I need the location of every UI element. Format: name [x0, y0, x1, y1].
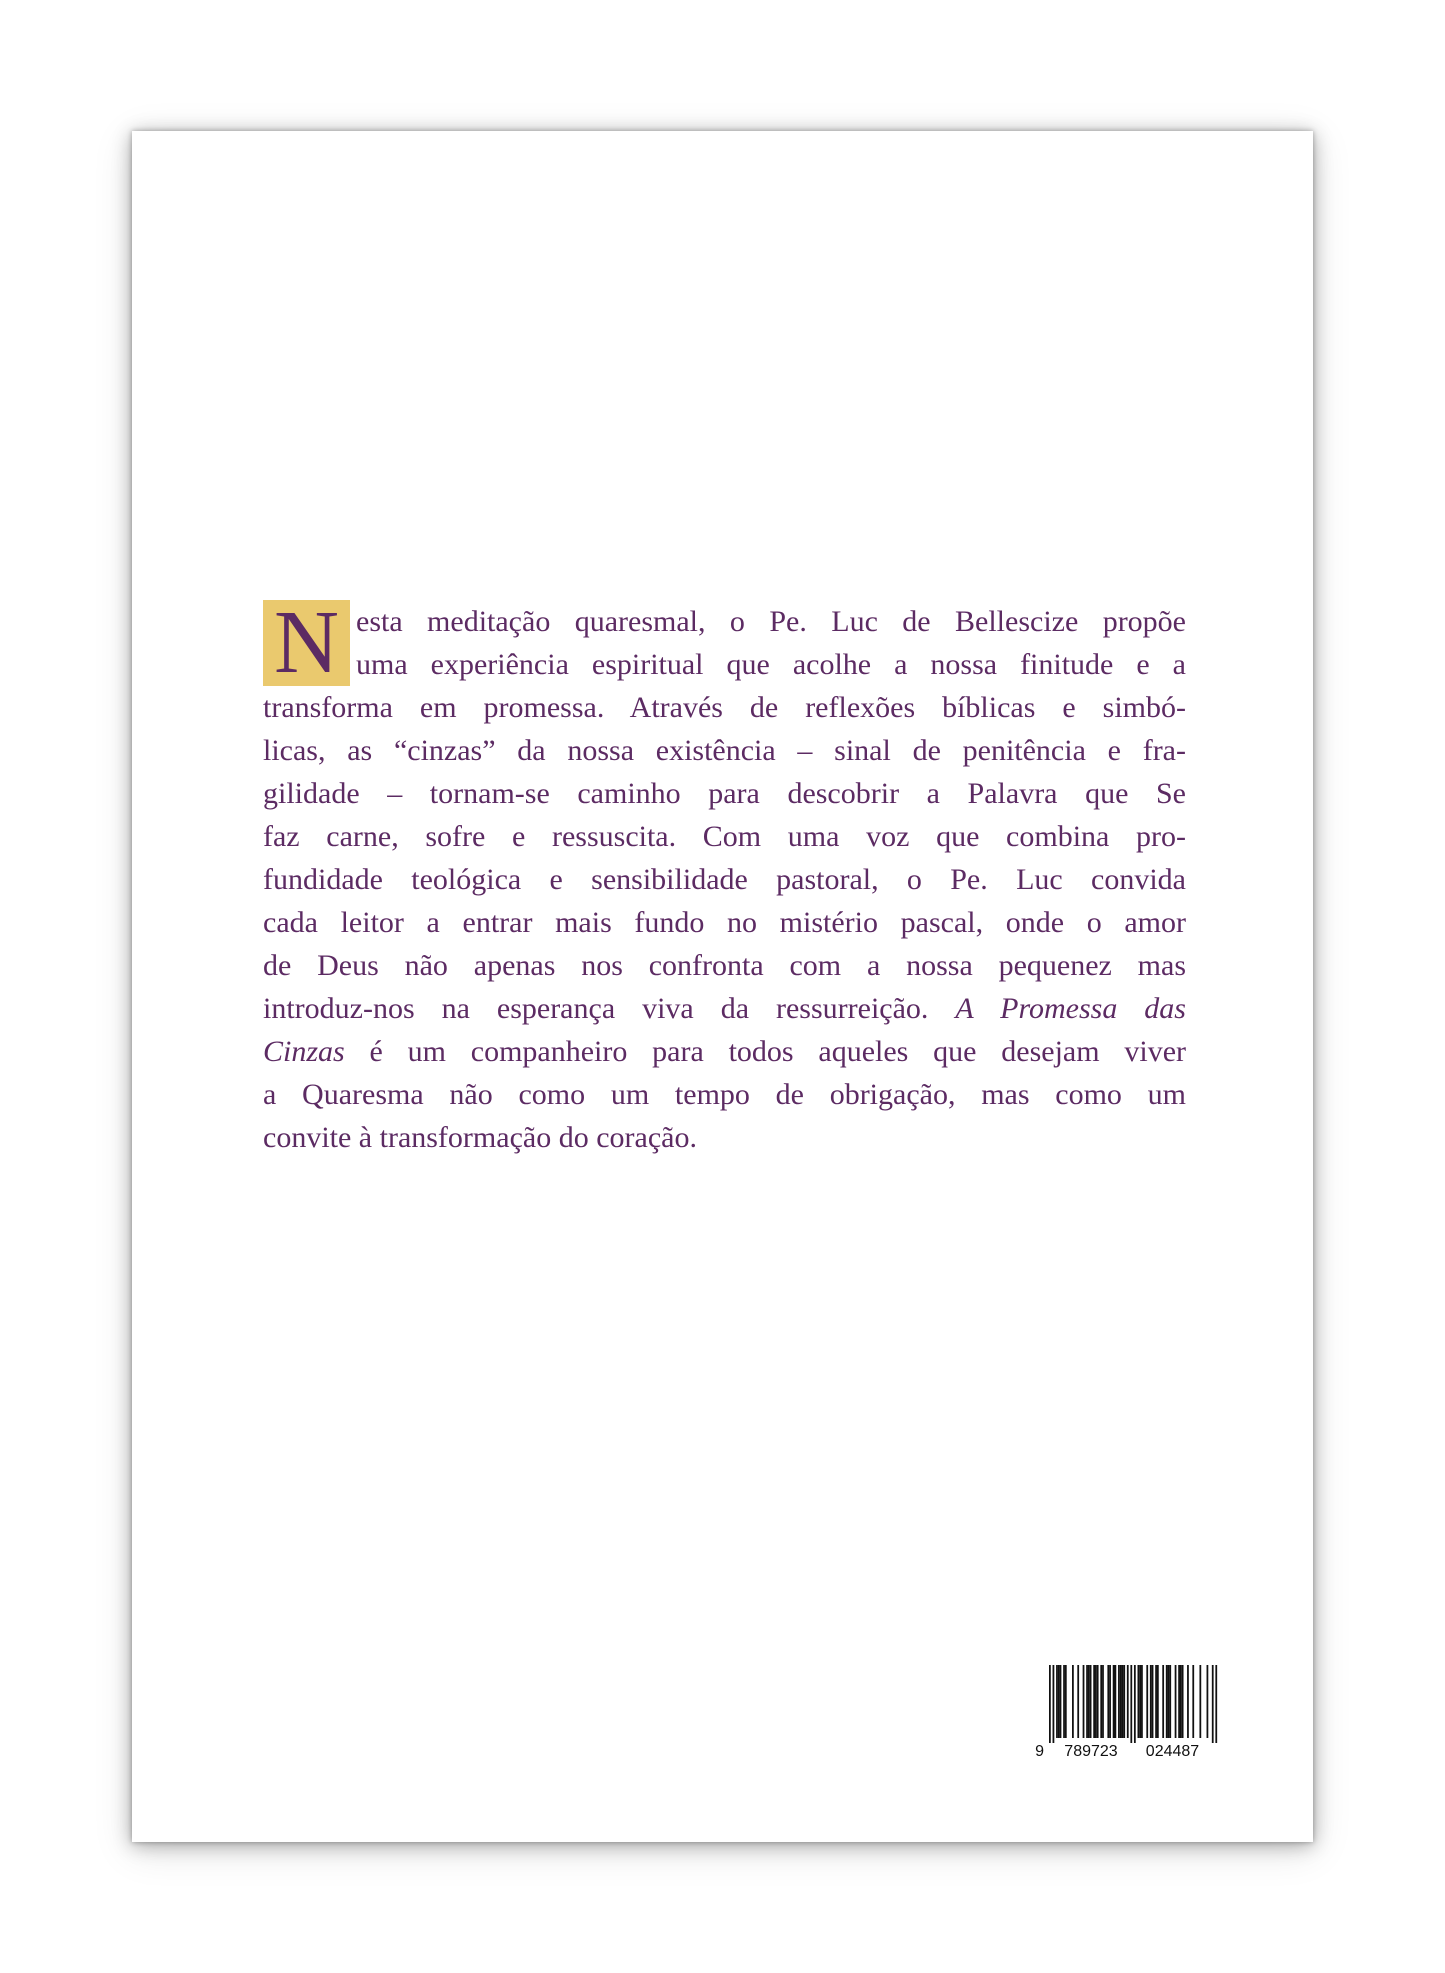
- blurb-paragraph: [263, 593, 1186, 1159]
- isbn-left-digits: 789723: [1064, 1743, 1118, 1760]
- blurb-line: a Quaresma não como um tempo de obrigação, mas como um: [263, 1078, 1186, 1111]
- blurb-line: faz carne, sofre e ressuscita. Com uma voz que combina pro-: [263, 820, 1186, 853]
- blurb-line: licas, as “cinzas” da nossa existência – sinal de penitência e fra-: [263, 734, 1186, 767]
- blurb-line-regular-text: é um companheiro para todos aqueles que desejam viver: [344, 1035, 1186, 1068]
- blurb-line: gilidade – tornam-se caminho para descobrir a Palavra que Se: [263, 777, 1186, 810]
- blurb-line: cada leitor a entrar mais fundo no mistério pascal, onde o amor: [263, 906, 1186, 939]
- barcode-bars-icon: [1025, 1665, 1235, 1765]
- book-title-italic: A Promessa das: [955, 992, 1186, 1025]
- blurb-line-regular-text: introduz-nos na esperança viva da ressurreição.: [263, 992, 956, 1025]
- isbn-prefix-digit: 9: [1035, 1743, 1044, 1760]
- blurb-line: esta meditação quaresmal, o Pe. Luc de Bellescize propõe: [356, 605, 1186, 638]
- blurb-line: [263, 1030, 1186, 1073]
- book-title-italic: Cinzas: [263, 1035, 345, 1068]
- blurb-line: convite à transformação do coração.: [263, 1121, 697, 1154]
- blurb-line: de Deus não apenas nos confronta com a nossa pequenez mas: [263, 949, 1186, 982]
- dropcap-initial: N: [263, 600, 350, 686]
- book-back-cover: [132, 131, 1313, 1842]
- isbn-right-digits: 024487: [1145, 1743, 1200, 1760]
- blurb-line: [263, 987, 1186, 1030]
- blurb-line: uma experiência espiritual que acolhe a nossa finitude e a: [356, 648, 1186, 681]
- blurb-line: fundidade teológica e sensibilidade pastoral, o Pe. Luc convida: [263, 863, 1186, 896]
- blurb-line: transforma em promessa. Através de reflexões bíblicas e simbó-: [263, 691, 1186, 724]
- isbn-barcode: [1025, 1665, 1235, 1765]
